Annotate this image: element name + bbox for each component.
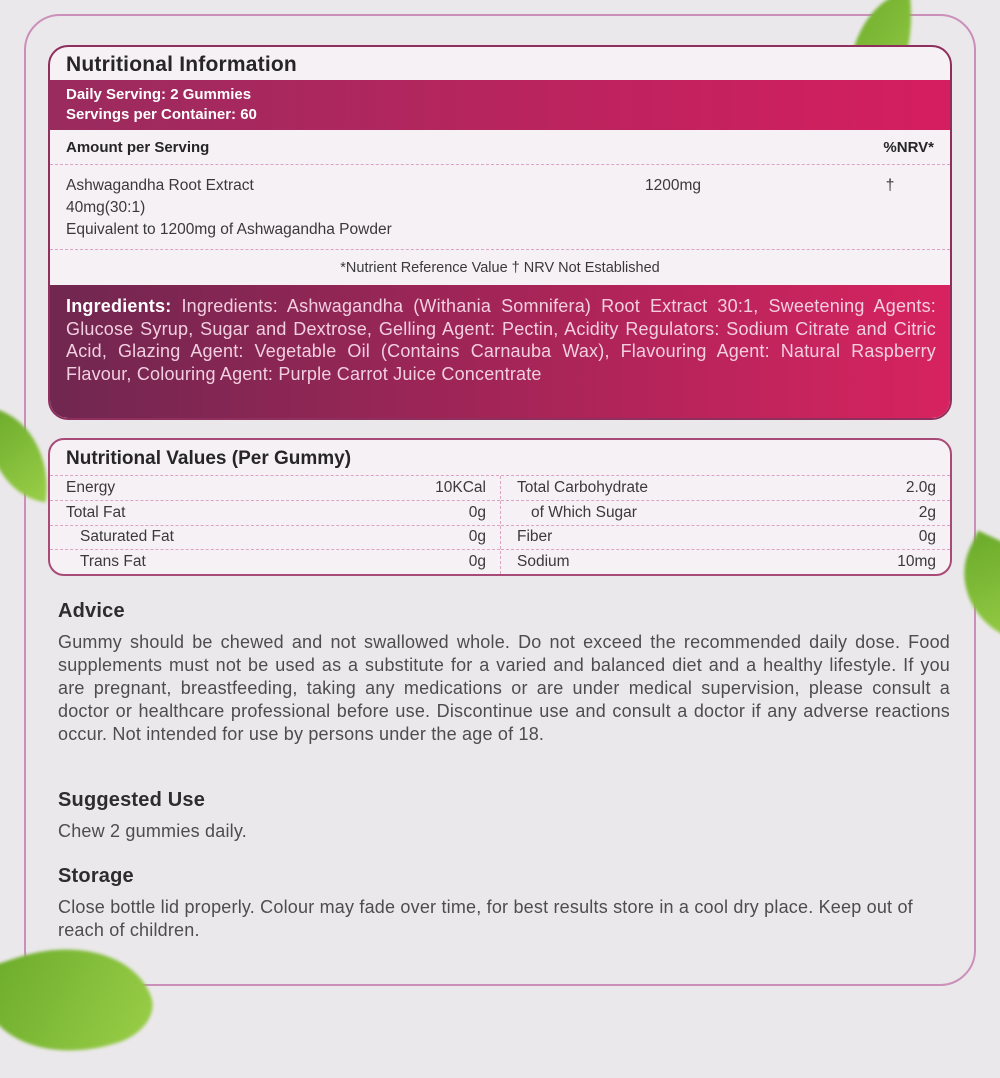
- nutritional-information-title: Nutritional Information: [66, 53, 297, 76]
- ingredient-amount: 1200mg: [644, 177, 701, 194]
- table-row: [501, 526, 950, 551]
- row-label: Energy: [66, 478, 116, 496]
- row-label: Trans Fat: [80, 553, 146, 571]
- ingredients-label: Ingredients:: [66, 296, 172, 316]
- row-label: Fiber: [517, 528, 553, 546]
- ingredient-name: [66, 175, 516, 249]
- nrv-column-label: %NRV*: [883, 138, 934, 156]
- storage-body: Close bottle lid properly. Colour may fade over time, for best results store in a cool dry place. Keep out of reach of children.: [58, 897, 913, 940]
- advice-heading: Advice: [58, 600, 125, 622]
- table-row: [501, 550, 950, 574]
- row-value: 10KCal: [435, 478, 486, 496]
- table-right-column: [500, 476, 950, 574]
- nutritional-values-title: Nutritional Values (Per Gummy): [50, 440, 950, 476]
- table-row: [50, 501, 500, 526]
- ingredient-name-line3: Equivalent to 1200mg of Ashwagandha Powder: [66, 221, 392, 238]
- row-label: Saturated Fat: [80, 528, 174, 546]
- suggested-use-section: [58, 789, 950, 843]
- ingredients-text: Ingredients: Ashwagandha (Withania Somnifera) Root Extract 30:1, Sweetening Agents: Glucose Syrup, Sugar and Dextrose, Gelling Agent: Pectin, Acidity Regulators: Sodium Citrate and Citric Acid, Glazing Agent: Vegetable Oil (Contains Carnauba Wax), Flavouring Agent: Natural Raspberry Flavour, Colouring Agent: Purple Carrot Juice Concentrate: [66, 296, 936, 384]
- row-value: 2g: [918, 503, 936, 521]
- row-value: 0g: [468, 503, 486, 521]
- row-label: Total Fat: [66, 503, 126, 521]
- daily-serving-text: Daily Serving: 2 Gummies: [66, 86, 252, 103]
- storage-heading: Storage: [58, 865, 134, 887]
- table-row: [50, 526, 500, 551]
- suggested-use-body: Chew 2 gummies daily.: [58, 821, 247, 841]
- table-left-column: [50, 476, 500, 574]
- row-value: 0g: [918, 528, 936, 546]
- amount-header-row: [50, 130, 950, 165]
- row-value: 0g: [468, 528, 486, 546]
- ingredient-row: [50, 165, 950, 250]
- row-label: Sodium: [517, 553, 570, 571]
- advice-section: [58, 600, 950, 746]
- nutritional-values-table: [50, 476, 950, 574]
- serving-banner: [50, 80, 950, 130]
- row-value: 10mg: [897, 553, 936, 571]
- table-row: [50, 550, 500, 574]
- row-value: 2.0g: [905, 478, 936, 496]
- ingredients-block: [50, 285, 950, 418]
- ingredient-name-line1: Ashwagandha Root Extract: [66, 177, 254, 194]
- table-row: [50, 476, 500, 501]
- nutritional-information-card: [48, 45, 952, 420]
- table-row: [501, 501, 950, 526]
- row-value: 0g: [468, 553, 486, 571]
- nutritional-values-card: [48, 438, 952, 576]
- suggested-use-heading: Suggested Use: [58, 789, 206, 811]
- nrv-footnote: *Nutrient Reference Value † NRV Not Established: [340, 259, 660, 276]
- advice-body: Gummy should be chewed and not swallowed whole. Do not exceed the recommended daily dose. Food supplements must not be used as a substitute for a varied and balanced diet and a healthy lifestyle. If you are pregnant, breastfeeding, taking any medications or are under medical supervision, please consult a doctor or healthcare professional before use. Discontinue use and consult a doctor if any adverse reactions occur. Not intended for use by persons under the age of 18.: [58, 632, 950, 744]
- ingredient-name-line2: 40mg(30:1): [66, 199, 146, 216]
- amount-per-serving-label: Amount per Serving: [66, 138, 210, 156]
- servings-per-container-text: Servings per Container: 60: [66, 106, 257, 123]
- row-label: Total Carbohydrate: [517, 478, 648, 496]
- table-row: [501, 476, 950, 501]
- ingredient-nrv-dagger: †: [885, 177, 895, 194]
- storage-section: [58, 865, 950, 942]
- row-label: of Which Sugar: [531, 503, 637, 521]
